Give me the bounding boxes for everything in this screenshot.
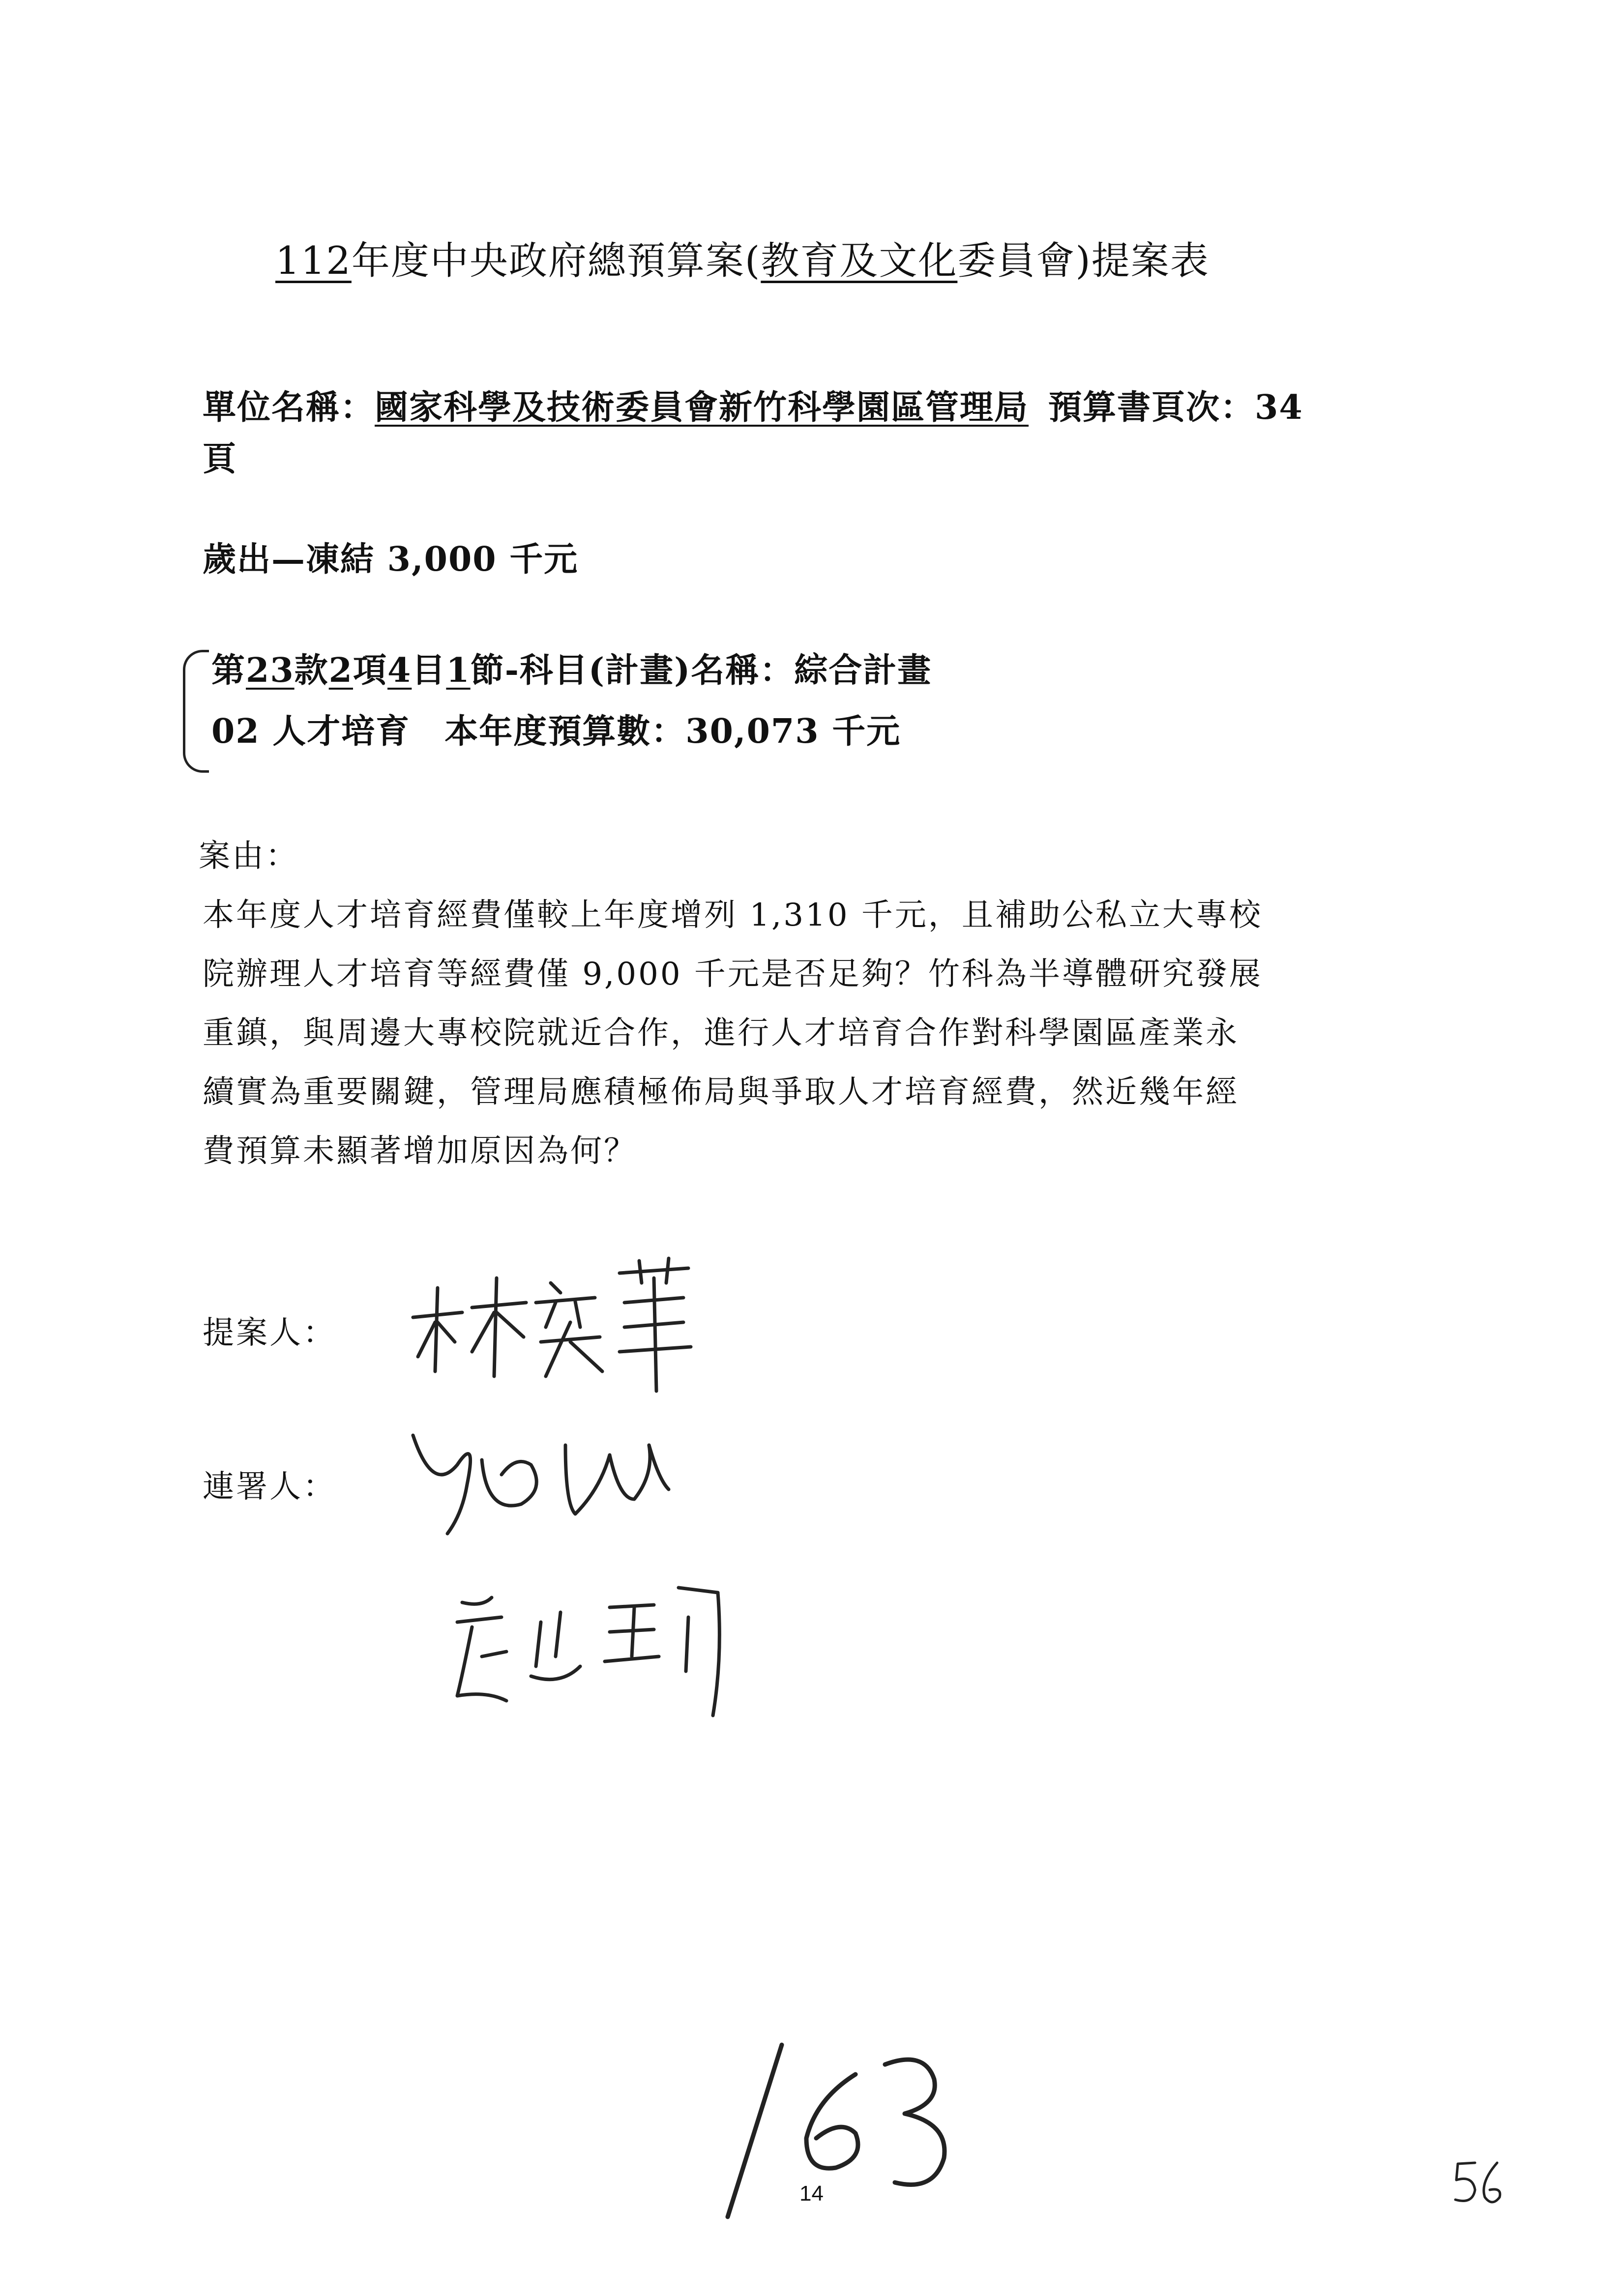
budget-page-ref: 預算書頁次：34 bbox=[1048, 388, 1303, 427]
item-k1: 第 bbox=[211, 651, 246, 690]
title-prefix: 年度中央政府總預算案( bbox=[351, 239, 761, 283]
stamp-number-163 bbox=[708, 2035, 983, 2222]
corner-mark-56 bbox=[1450, 2158, 1509, 2212]
item-xiang: 2 bbox=[328, 651, 353, 690]
item-line-2: 02 人才培育 本年度預算數：30,073 千元 bbox=[211, 712, 901, 751]
item-k4: 目 bbox=[412, 651, 446, 690]
reason-line-3: 重鎮，與周邊大專校院就近合作，進行人才培育合作對科學園區產業永 bbox=[203, 1015, 1239, 1051]
action-line: 歲出—凍結 3,000 千元 bbox=[203, 540, 579, 579]
item-k3: 項 bbox=[353, 651, 388, 690]
unit-line bbox=[203, 388, 1303, 427]
budget-page-ref-cont: 頁 bbox=[203, 439, 237, 479]
reason-line-1: 本年度人才培育經費僅較上年度增列 1,310 千元，且補助公私立大專校 bbox=[203, 897, 1263, 933]
item-jie: 1 bbox=[446, 651, 471, 690]
item-k2: 款 bbox=[294, 651, 329, 690]
reason-line-5: 費預算未顯著增加原因為何？ bbox=[203, 1133, 637, 1169]
reason-line-4: 續實為重要關鍵，管理局應積極佈局與爭取人才培育經費，然近幾年經 bbox=[203, 1074, 1239, 1110]
title-committee: 教育及文化 bbox=[761, 239, 958, 283]
reason-label: 案由： bbox=[199, 838, 299, 874]
page-number: 14 bbox=[799, 2181, 824, 2206]
title-year: 112 bbox=[275, 239, 352, 283]
title-suffix: 委員會)提案表 bbox=[957, 239, 1210, 283]
unit-name: 國家科學及技術委員會新竹科學園區管理局 bbox=[375, 388, 1029, 427]
proposer-label: 提案人： bbox=[203, 1315, 336, 1351]
page-title bbox=[275, 239, 1210, 283]
item-kuan: 23 bbox=[246, 651, 295, 690]
unit-label: 單位名稱： bbox=[203, 388, 375, 427]
proposer-signature bbox=[408, 1258, 703, 1396]
item-k5: 節-科目(計畫)名稱：綜合計畫 bbox=[470, 651, 932, 690]
item-bracket bbox=[183, 650, 209, 773]
item-mu: 4 bbox=[387, 651, 412, 690]
cosigner-label: 連署人： bbox=[203, 1469, 336, 1505]
item-line-1 bbox=[211, 651, 932, 690]
reason-line-2: 院辦理人才培育等經費僅 9,000 千元是否足夠？竹科為半導體研究發展 bbox=[203, 956, 1263, 992]
cosigner-signature-1 bbox=[403, 1416, 679, 1543]
cosigner-signature-2 bbox=[443, 1578, 747, 1725]
